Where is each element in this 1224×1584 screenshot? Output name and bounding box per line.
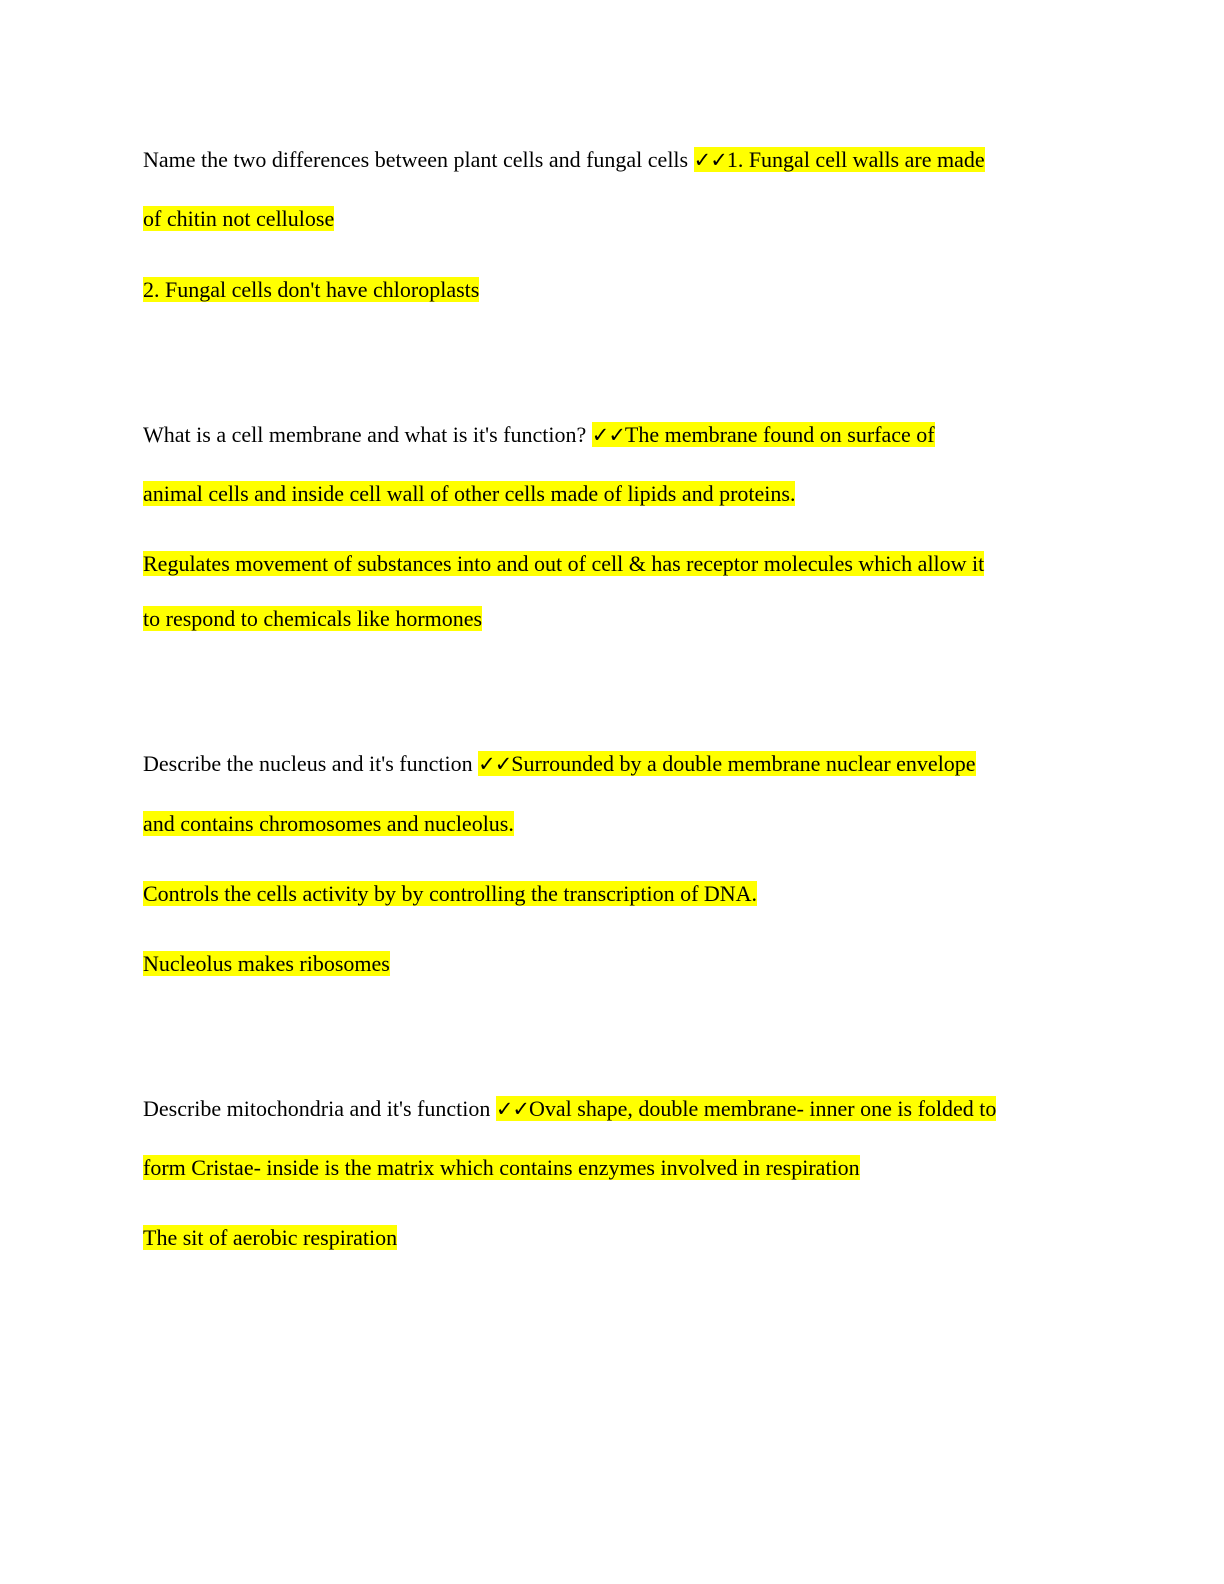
card-1-answer-line — [143, 204, 334, 234]
card-3-answer-line — [143, 949, 390, 979]
card-2-answer-line-3: to respond to chemicals like hormones — [143, 606, 483, 631]
card-4-question: Describe mitochondria and it's function — [143, 1096, 496, 1121]
card-1-answer-line-1: of chitin not cellulose — [143, 206, 335, 231]
card-3-answer-line — [143, 879, 757, 909]
card-3-question-line — [143, 749, 976, 779]
card-1-answer-line — [143, 275, 479, 305]
card-2-answer-line — [143, 604, 482, 634]
card-1-answer-line-2: 2. Fungal cells don't have chloroplasts — [143, 277, 480, 302]
card-1-answer-start — [694, 147, 985, 172]
card-2-answer-first: The membrane found on surface of — [624, 422, 935, 447]
card-2-answer-line — [143, 479, 795, 509]
card-2-question: What is a cell membrane and what is it's function? — [143, 422, 592, 447]
card-3-answer-line-2: Controls the cells activity by by controlling the transcription of DNA. — [143, 881, 758, 906]
card-4-answer-start — [496, 1096, 997, 1121]
card-3-answer-line-1: and contains chromosomes and nucleolus. — [143, 811, 514, 836]
card-3-question: Describe the nucleus and it's function — [143, 751, 479, 776]
card-2-answer-line-2: Regulates movement of substances into and out of cell & has receptor molecules which allow it — [143, 551, 985, 576]
card-4-answer-line-1: form Cristae- inside is the matrix which contains enzymes involved in respiration — [143, 1155, 860, 1180]
card-2-answer-line — [143, 549, 984, 579]
card-3-answer-start — [478, 751, 975, 776]
card-1-question: Name the two differences between plant cells and fungal cells — [143, 147, 694, 172]
card-3-answer-first: Surrounded by a double membrane nuclear envelope — [511, 751, 976, 776]
card-3-answer-line-3: Nucleolus makes ribosomes — [143, 951, 390, 976]
double-check-icon: ✓✓ — [693, 148, 727, 172]
card-3-answer-line — [143, 809, 514, 839]
card-1-answer-first: 1. Fungal cell walls are made — [726, 147, 985, 172]
card-4-question-line — [143, 1094, 996, 1124]
card-4-answer-first: Oval shape, double membrane- inner one is folded to — [529, 1096, 997, 1121]
card-2-answer-start — [592, 422, 935, 447]
card-4-answer-line — [143, 1223, 397, 1253]
card-4-answer-line — [143, 1153, 860, 1183]
double-check-icon: ✓✓ — [591, 423, 625, 447]
card-2-question-line — [143, 420, 935, 450]
card-2-answer-line-1: animal cells and inside cell wall of other cells made of lipids and proteins. — [143, 481, 796, 506]
card-1-question-line — [143, 145, 985, 175]
double-check-icon: ✓✓ — [478, 752, 512, 776]
card-4-answer-line-2: The sit of aerobic respiration — [143, 1225, 398, 1250]
double-check-icon: ✓✓ — [495, 1097, 530, 1121]
